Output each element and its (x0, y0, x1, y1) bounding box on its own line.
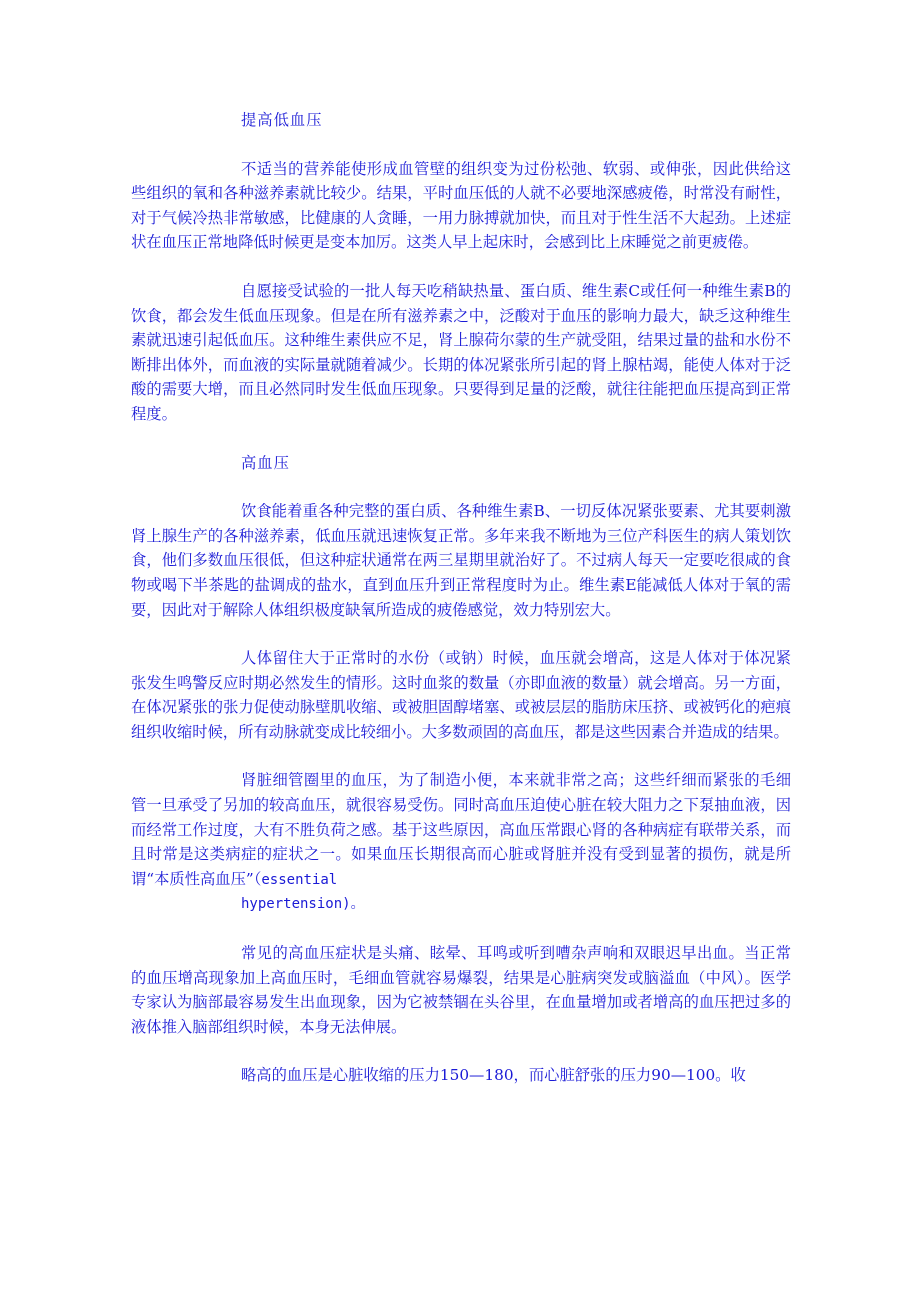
paragraph-diet-recovery: 饮食能着重各种完整的蛋白质、各种维生素B、一切反体况紧张要素、尤其要刺激肾上腺生产的各种滋养素，低血压就迅速恢复正常。多年来我不断地为三位产科医生的病人策划饮食，他们多数血压很低，但这种症状通常在两三星期里就治好了。不过病人每天一定要吃很咸的食物或喝下半茶匙的盐调成的盐水，直到血压升到正常程度时为止。维生素E能减低人体对于氧的需要，因此对于解除人体组织极度缺氧所造成的疲倦感觉，效力特别宏大。 (131, 502, 791, 619)
document-body (131, 108, 791, 1112)
paragraph-water-retention: 人体留住大于正常时的水份（或钠）时候，血压就会增高，这是人体对于体况紧张发生鸣警反应时期必然发生的情形。这时血浆的数量（亦即血液的数量）就会增高。另一方面，在体况紧张的张力促使动脉壁肌收缩、或被胆固醇堵塞、或被层层的脂肪床压挤、或被钙化的疤痕组织收缩时候，所有动脉就变成比较细小。大多数顽固的高血压，都是这些因素合并造成的结果。 (131, 649, 791, 741)
kidney-text: 肾脏细管圈里的血压，为了制造小便，本来就非常之高；这些纤细而紧张的毛细管一旦承受了另加的较高血压，就很容易受伤。同时高血压迫使心脏在较大阻力之下泵抽血液，因而经常工作过度，大有不胜负荷之感。基于这些原因，高血压常跟心肾的各种病症有联带关系，而且时常是这类病症的症状之一。如果血压长期很高而心脏或肾脏并没有受到显著的损伤，就是所谓“本质性高血压”（essential (131, 771, 791, 888)
paragraph-pantothenic-acid: 自愿接受试验的一批人每天吃稍缺热量、蛋白质、维生素C或任何一种维生素B的饮食，都会发生低血压现象。但是在所有滋养素之中，泛酸对于血压的影响力最大，缺乏这种维生素就迅速引起低血压。这种维生素供应不足，肾上腺荷尔蒙的生产就受阻，结果过量的盐和水份不断排出体外，而血液的实际量就随着减少。长期的体况紧张所引起的肾上腺枯竭，能使人体对于泛酸的需要大增，而且必然同时发生低血压现象。只要得到足量的泛酸，就往往能把血压提高到正常程度。 (131, 281, 791, 423)
section-heading-high-bp: 高血压 (241, 453, 290, 472)
paragraph-pressure-values: 略高的血压是心脏收缩的压力150—180，而心脏舒张的压力90—100。收 (241, 1066, 746, 1085)
kidney-continuation: hypertension)。 (241, 896, 365, 913)
paragraph-symptoms: 常见的高血压症状是头痛、眩晕、耳鸣或听到嘈杂声响和双眼迟早出血。当正常的血压增高现象加上高血压时，毛细血管就容易爆裂，结果是心脏病突发或脑溢血（中风）。医学专家认为脑部最容易发生出血现象，因为它被禁锢在头谷里，在血量增加或者增高的血压把过多的液体推入脑部组织时候，本身无法伸展。 (131, 944, 791, 1036)
paragraph-malnutrition: 不适当的营养能使形成血管壁的组织变为过份松弛、软弱、或伸张，因此供给这些组织的氧和各种滋养素就比较少。结果，平时血压低的人就不必要地深感疲倦，时常没有耐性，对于气候冷热非常敏感，比健康的人贪睡，一用力脉搏就加快，而且对于性生活不大起劲。上述症状在血压正常地降低时候更是变本加厉。这类人早上起床时，会感到比上床睡觉之前更疲倦。 (131, 159, 791, 252)
section-heading-low-bp: 提高低血压 (241, 111, 323, 129)
paragraph-kidney (131, 768, 791, 917)
